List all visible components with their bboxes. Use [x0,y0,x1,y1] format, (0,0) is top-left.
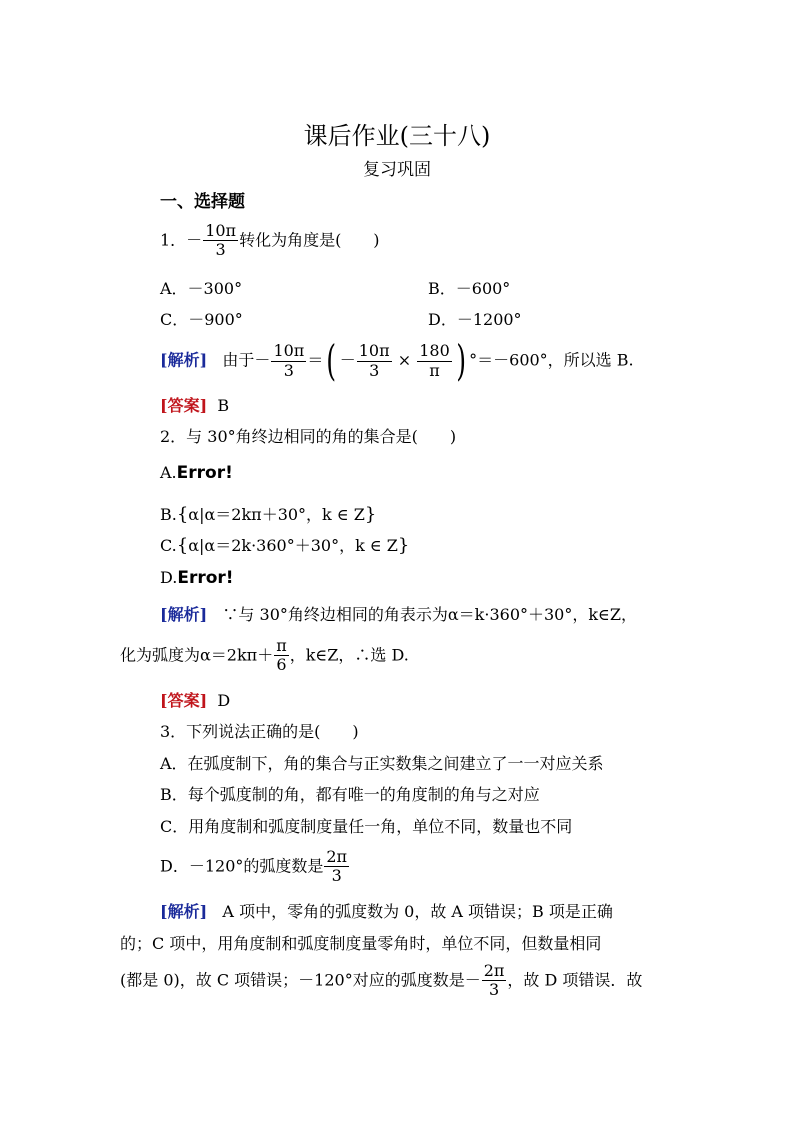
right-brace-icon: } [397,535,410,556]
q1-jiexi-label: [解析] [160,350,208,370]
q1-answer [160,398,229,414]
q1-jiexi-frac3-den: π [429,360,440,380]
q2-jiexi-frac-den: 6 [276,655,287,675]
q1-text: 转化为角度是( ) [239,230,380,250]
q1-jiexi-frac3 [417,342,452,380]
q2-option-c [160,537,409,555]
q1-jiexi-minus: － [339,350,356,370]
q2-stem: 2．与 30°角终边相同的角的集合是( ) [160,427,457,446]
left-brace-icon: { [176,535,189,556]
q1-jiexi [160,336,634,385]
q3-option-c: C．用角度制和弧度制度量任一角，单位不同，数量也不同 [160,817,573,836]
q1-jiexi-eq: ＝ [307,350,324,370]
q1-option-a: A．－300° [160,279,243,298]
q1-jiexi-frac2-den: 3 [369,360,380,380]
page-title: 课后作业(三十八) [303,122,491,150]
right-brace-icon: } [364,504,377,525]
q3-jiexi-frac [482,962,507,1000]
q2-option-a-prefix: A. [160,463,177,482]
q2-jiexi-frac-num: π [276,636,287,655]
q2-jiexi-text2-pre: 化为弧度为α＝2kπ＋ [120,645,274,665]
q1-jiexi-frac3-num: 180 [419,341,450,361]
q2-option-a-error: Error! [176,463,233,483]
q3-option-a: A．在弧度制下，角的集合与正实数集之间建立了一一对应关系 [160,754,604,773]
q3-stem: 3．下列说法正确的是( ) [160,722,359,741]
q1-stem [160,222,380,260]
q1-answer-label: [答案] [160,396,208,415]
q1-jiexi-times: × [397,350,412,370]
q2-answer-label: [答案] [160,691,208,710]
q1-frac-den: 3 [215,240,226,260]
q3-option-b: B．每个弧度制的角，都有唯一的角度制的角与之对应 [160,785,540,804]
q2-option-b-body: α|α＝2kπ＋30°，k ∈ Z [188,505,365,524]
q1-option-c: C．－900° [160,310,243,329]
q2-jiexi-text2-post: ，k∈Z，∴选 D. [289,645,409,665]
q2-answer-value: D [217,691,231,710]
q2-jiexi-label: [解析] [160,605,208,624]
left-brace-icon: { [176,504,189,525]
q3-jiexi-text1: A 项中，零角的弧度数为 0，故 A 项错误；B 项是正确 [222,902,613,921]
q3-jiexi-line2: 的；C 项中，用角度制和弧度制度量零角时，单位不同，但数量相同 [120,934,602,953]
q1-jiexi-frac1-den: 3 [283,360,294,380]
q1-jiexi-frac1 [271,342,306,380]
q2-jiexi-text1: ∵与 30°角终边相同的角表示为α＝k·360°＋30°，k∈Z， [222,605,638,624]
q2-option-c-prefix: C. [160,536,177,555]
section-heading: 一、选择题 [160,192,245,212]
q2-option-c-body: α|α＝2k·360°＋30°，k ∈ Z [188,536,398,555]
q3-option-d [160,848,350,886]
q3-jiexi-line3 [120,962,642,1000]
q1-frac-num: 10π [205,221,237,240]
q3-jiexi-text3-post: ，故 D 项错误．故 [507,970,643,990]
q1-jiexi-frac1-num: 10π [273,341,305,361]
right-paren-icon: ) [456,336,466,385]
q3-option-d-frac [324,848,349,886]
q3-jiexi-line1 [160,904,613,920]
q3-jiexi-frac-den: 3 [488,980,500,1000]
q1-answer-value: B [217,396,230,415]
q3-option-d-frac-num: 2π [326,847,348,866]
q1-option-d: D．－1200° [428,310,522,329]
q1-number: 1．－ [160,230,203,250]
q3-jiexi-text3-pre: (都是 0)，故 C 项错误；－120°对应的弧度数是－ [120,970,481,990]
q1-jiexi-frac2-num: 10π [358,341,390,361]
q3-option-d-pre: D．－120°的弧度数是 [160,856,324,876]
q2-option-b [160,506,376,524]
q2-option-d-prefix: D. [160,568,178,587]
q2-jiexi-frac [274,637,289,675]
q1-jiexi-post: °＝－600°，所以选 B. [469,350,634,370]
q1-fraction [203,222,238,260]
q1-option-b: B．－600° [428,279,511,298]
left-paren-icon: ( [326,336,337,385]
q3-option-d-frac-den: 3 [331,866,342,886]
q1-jiexi-pre: 由于－ [222,350,271,370]
q2-option-d-error: Error! [177,568,234,588]
page-subtitle: 复习巩固 [363,160,431,180]
q1-jiexi-frac2 [357,342,392,380]
q2-answer [160,693,230,709]
q2-option-a [160,465,233,482]
q3-jiexi-label: [解析] [160,902,208,921]
q2-option-d [160,570,234,587]
q2-option-b-prefix: B. [160,505,177,524]
q3-jiexi-frac-num: 2π [483,961,505,980]
q2-jiexi-line1 [160,607,637,623]
q2-jiexi-line2 [120,637,409,675]
